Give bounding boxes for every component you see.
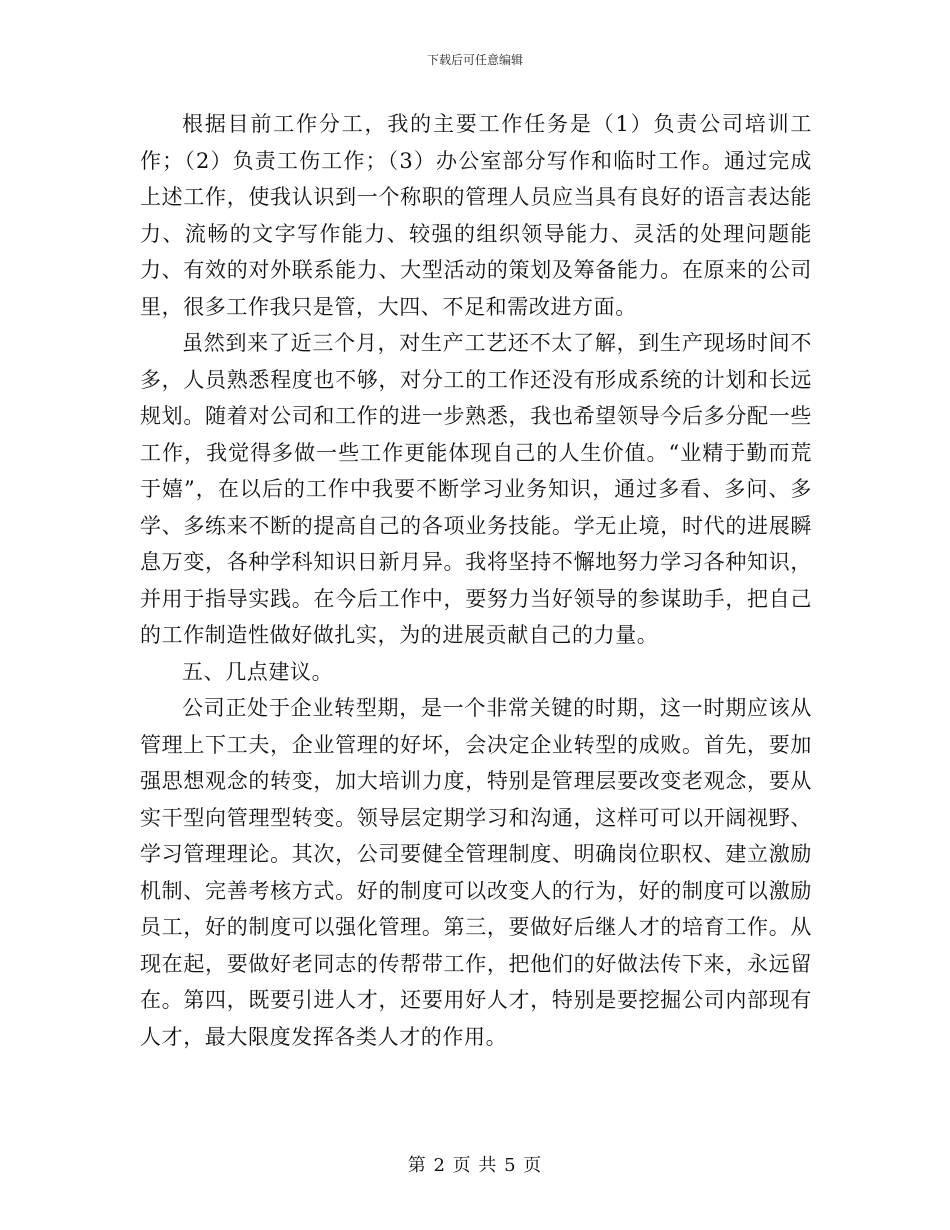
paragraph-suggestions: 公司正处于企业转型期，是一个非常关键的时期，这一时期应该从管理上下工夫，企业管理的好坏，会决定企业转型的成败。首先，要加强思想观念的转变，加大培训力度，特别是管理层要改变老观念，要从实干型向管理型转变。领导层定期学习和沟通，这样可可以开阔视野、学习管理理论。其次，公司要健全管理制度、明确岗位职权、建立激励机制、完善考核方式。好的制度可以改变人的行为，好的制度可以激励员工，好的制度可以强化管理。第三，要做好后继人才的培育工作。从现在起，要做好老同志的传帮带工作，把他们的好做法传下来，永远留在。第四，既要引进人才，还要用好人才，特别是要挖掘公司内部现有人才，最大限度发挥各类人才的作用。 <box>140 696 812 1049</box>
paragraph-work-tasks: 根据目前工作分工，我的主要工作任务是（1）负责公司培训工作；（2）负责工伤工作；（3）办公室部分写作和临时工作。通过完成上述工作，使我认识到一个称职的管理人员应当具有良好的语言表达能力、流畅的文字写作能力、较强的组织领导能力、灵活的处理问题能力、有效的对外联系能力、大型活动的策划及筹备能力。在原来的公司里，很多工作我只是管，大四、不足和需改进方面。 <box>140 112 812 319</box>
page-header-note: 下载后可任意编辑 <box>426 53 523 67</box>
page-number-footer: 第 2 页 共 5 页 <box>407 1155 543 1176</box>
section-heading-suggestions: 五、几点建议。 <box>182 659 334 684</box>
document-body <box>140 106 812 1055</box>
paragraph-shortcomings: 虽然到来了近三个月，对生产工艺还不太了解，到生产现场时间不多，人员熟悉程度也不够，对分工的工作还没有形成系统的计划和长远规划。随着对公司和工作的进一步熟悉，我也希望领导今后多分配一些工作，我觉得多做一些工作更能体现自己的人生价值。“业精于勤而荒于嬉”，在以后的工作中我要不断学习业务知识，通过多看、多问、多学、多练来不断的提高自己的各项业务技能。学无止境，时代的进展瞬息万变，各种学科知识日新月异。我将坚持不懈地努力学习各种知识，并用于指导实践。在今后工作中，要努力当好领导的参谋助手，把自己的工作制造性做好做扎实，为的进展贡献自己的力量。 <box>140 331 812 647</box>
